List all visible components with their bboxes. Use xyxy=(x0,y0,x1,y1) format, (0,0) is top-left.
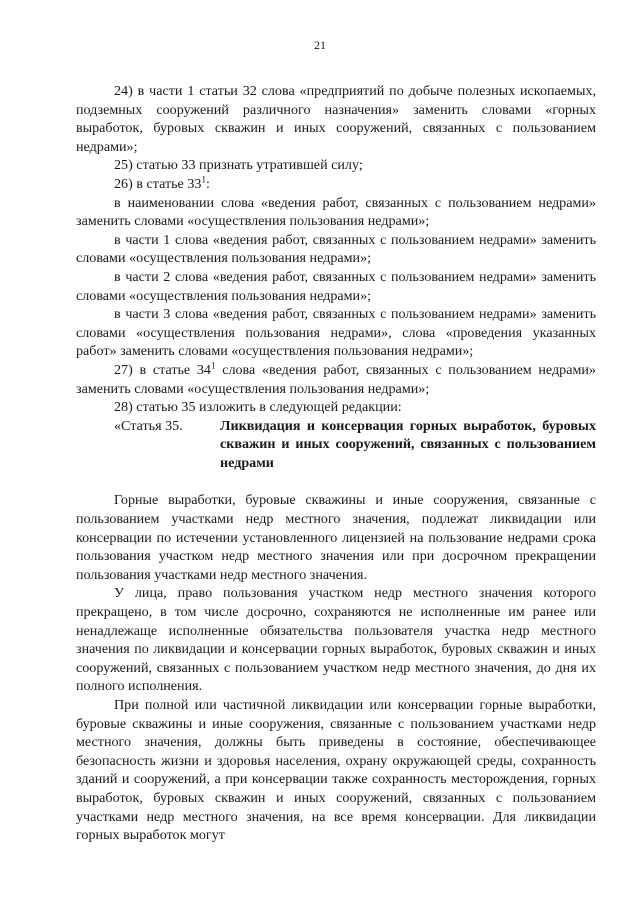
spacer xyxy=(76,472,596,491)
paragraph-item-25: 25) статью 33 признать утратившей силу; xyxy=(114,157,363,174)
article-paragraph-2: У лица, право пользования участком недр местного значения которого прекращено, в том числе досрочно, сохраняются не исполненные им ранее или ненадлежаще исполненные обязательства пользователя участка недр местного значения по ликвидации и консервации горных выработок, буровых скважин и иных сооружений, связанных с пользованием участком недр местного значения, до дня их полного исполнения. xyxy=(76,585,596,695)
paragraph-26-part-3: в части 3 слова «ведения работ, связанных с пользованием недрами» заменить словами «осуществления пользования недрами», слова «проведения указанных работ» заменить словами «осуществления пользования недрами»; xyxy=(76,306,596,360)
paragraph-item-27 xyxy=(76,361,596,398)
item-27-rest: слова «ведения работ, связанных с пользованием недрами» заменить словами «осуществления пользования недрами»; xyxy=(76,361,596,397)
article-heading xyxy=(76,417,596,473)
item-26-superscript: 1 xyxy=(201,174,206,185)
paragraph-item-24: 24) в части 1 статьи 32 слова «предприятий по добыче полезных ископаемых, подземных сооружений различного назначения» заменить словами «горных выработок, буровых скважин и иных сооружений, связанных с пользованием недрами»; xyxy=(76,83,596,155)
item-26-suffix: : xyxy=(205,175,210,192)
article-label: «Статья 35. xyxy=(114,417,183,434)
paragraph-26-name-change: в наименовании слова «ведения работ, связанных с пользованием недрами» заменить словами «осуществления пользования недрами»; xyxy=(76,194,596,230)
item-27-superscript: 1 xyxy=(210,360,216,371)
paragraph-item-28: 28) статью 35 изложить в следующей редакции: xyxy=(114,399,402,416)
paragraph-item-26 xyxy=(76,175,596,194)
article-paragraph-1: Горные выработки, буровые скважины и иные сооружения, связанные с пользованием участками недр местного значения, подлежат ликвидации или консервации по истечении установленного лицензией на пользование недрами срока пользования участком недр местного значения или при досрочном прекращении пользования участками недр местного значения. xyxy=(76,492,596,583)
document-body xyxy=(76,82,596,845)
item-26-text: 26) в статье 33 xyxy=(114,175,202,192)
page-number: 21 xyxy=(314,38,326,52)
item-27-prefix: 27) в статье 34 xyxy=(114,361,211,378)
paragraph-26-part-2: в части 2 слова «ведения работ, связанных с пользованием недрами» заменить словами «осуществления пользования недрами»; xyxy=(76,268,596,304)
paragraph-26-part-1: в части 1 слова «ведения работ, связанных с пользованием недрами» заменить словами «осуществления пользования недрами»; xyxy=(76,231,596,267)
article-title: Ликвидация и консервация горных выработок, буровых скважин и иных сооружений, связанных с пользованием недрами xyxy=(220,417,596,471)
article-paragraph-3: При полной или частичной ликвидации или консервации горные выработки, буровые скважины и иные сооружения, связанные с пользованием участками недр местного значения, должны быть приведены в состояние, обеспечивающее безопасность жизни и здоровья населения, охрану окружающей среды, сохранность зданий и сооружений, а при консервации также сохранность месторождения, горных выработок, буровых скважин и иных сооружений, связанных с пользованием участками недр местного значения, на все время консервации. Для ликвидации горных выработок могут xyxy=(76,697,596,844)
